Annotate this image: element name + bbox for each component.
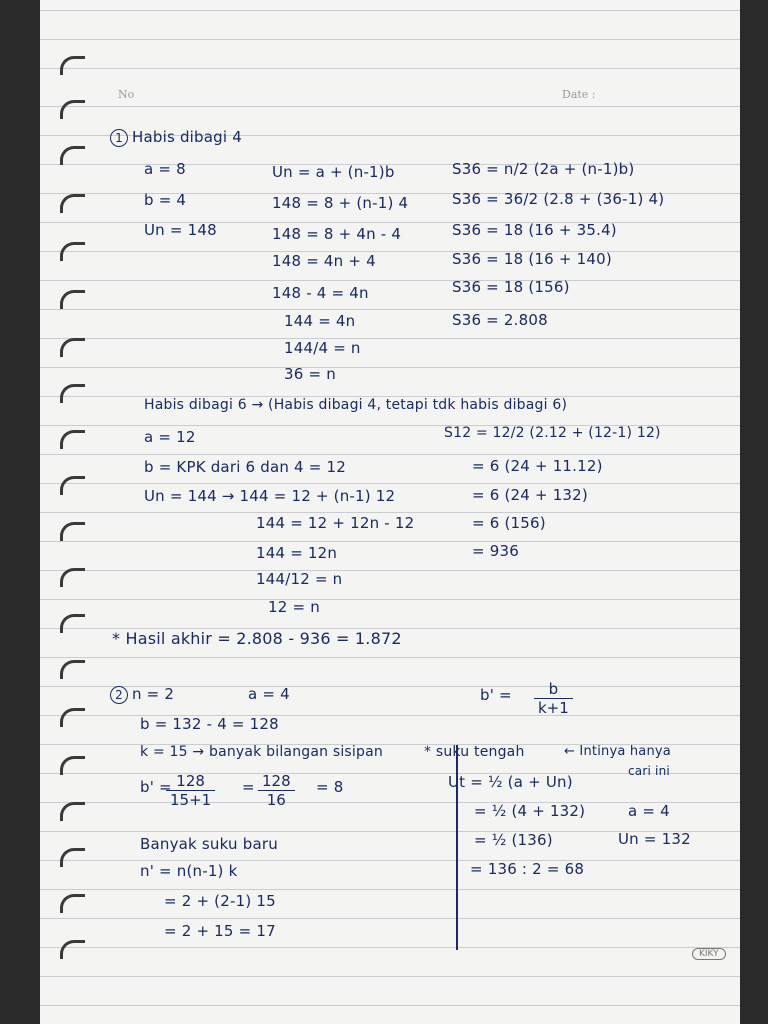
note-cari-ini: cari ini bbox=[628, 764, 670, 778]
binding-ring bbox=[60, 614, 85, 633]
binding-ring bbox=[60, 56, 85, 75]
ut-step: = ½ (136) bbox=[474, 831, 553, 849]
notebook-page bbox=[40, 0, 740, 1024]
brand-logo: KIKY bbox=[692, 948, 726, 960]
section-1-title-text: Habis dibagi 4 bbox=[132, 128, 242, 146]
given-a: a = 4 bbox=[248, 685, 290, 703]
binding-ring bbox=[60, 756, 85, 775]
un-step: 12 = n bbox=[268, 598, 320, 616]
un-step: Un = a + (n-1)b bbox=[272, 163, 395, 181]
binding-ring bbox=[60, 568, 85, 587]
un-step: 148 = 8 + (n-1) 4 bbox=[272, 194, 409, 212]
un-step: 144 = 12 + 12n - 12 bbox=[256, 514, 415, 532]
bprime-fraction-simplified bbox=[258, 772, 295, 809]
ut-step: = ½ (4 + 132) bbox=[474, 802, 586, 820]
sn-step: S36 = 18 (16 + 35.4) bbox=[452, 221, 617, 239]
binding-ring bbox=[60, 802, 85, 821]
header-no-label: No bbox=[118, 88, 135, 101]
binding-ring bbox=[60, 384, 85, 403]
given-a: a = 8 bbox=[144, 160, 186, 178]
sn-step: = 936 bbox=[472, 542, 519, 560]
given-k: k = 15 → banyak bilangan sisipan bbox=[140, 744, 383, 760]
binding-ring bbox=[60, 146, 85, 165]
binding-ring bbox=[60, 100, 85, 119]
given-b: b = 4 bbox=[144, 191, 187, 209]
numerator: b bbox=[534, 680, 573, 699]
banyak-suku-label: Banyak suku baru bbox=[140, 835, 278, 853]
ut-step: = 136 : 2 = 68 bbox=[470, 860, 585, 878]
formula-fraction bbox=[534, 680, 573, 717]
formula-lhs: b' = bbox=[480, 686, 512, 704]
binding-ring bbox=[60, 476, 85, 495]
un-step: 148 - 4 = 4n bbox=[272, 284, 369, 302]
nprime-step: = 2 + (2-1) 15 bbox=[164, 892, 276, 910]
un-step: 148 = 8 + 4n - 4 bbox=[272, 225, 402, 243]
bprime-fraction bbox=[166, 772, 215, 809]
sn-step: = 6 (24 + 11.12) bbox=[472, 457, 603, 475]
nprime-step: n' = n(n-1) k bbox=[140, 862, 238, 880]
binding-ring bbox=[60, 708, 85, 727]
header-date-label: Date : bbox=[562, 88, 596, 101]
given-a: a = 12 bbox=[144, 428, 196, 446]
sn-step: S12 = 12/2 (2.12 + (12-1) 12) bbox=[444, 425, 661, 441]
un-step: 144 = 12n bbox=[256, 544, 338, 562]
binding-ring bbox=[60, 194, 85, 213]
binding-ring bbox=[60, 940, 85, 959]
final-result: * Hasil akhir = 2.808 - 936 = 1.872 bbox=[112, 629, 402, 648]
side-given-un: Un = 132 bbox=[618, 830, 691, 848]
bprime-result: = 8 bbox=[316, 778, 344, 796]
sn-step: S36 = 2.808 bbox=[452, 311, 548, 329]
nprime-step: = 2 + 15 = 17 bbox=[164, 922, 276, 940]
given-b: b = KPK dari 6 dan 4 = 12 bbox=[144, 458, 346, 476]
binding-ring bbox=[60, 894, 85, 913]
ut-step: Ut = ½ (a + Un) bbox=[448, 773, 573, 791]
given-un: Un = 148 bbox=[144, 221, 217, 239]
denominator: 16 bbox=[266, 791, 286, 809]
given-b: b = 132 - 4 = 128 bbox=[140, 715, 279, 733]
sn-step: S36 = 36/2 (2.8 + (36-1) 4) bbox=[452, 190, 665, 208]
problem-number: 2 bbox=[110, 686, 128, 704]
sn-step: = 6 (24 + 132) bbox=[472, 486, 588, 504]
binding-ring bbox=[60, 242, 85, 261]
problem-2-header bbox=[110, 685, 174, 704]
denominator: k+1 bbox=[538, 699, 569, 717]
note-intinya: ← Intinya hanya bbox=[564, 744, 671, 759]
side-given-a: a = 4 bbox=[628, 802, 670, 820]
binding-ring bbox=[60, 430, 85, 449]
binding-ring bbox=[60, 660, 85, 679]
section-1-title bbox=[110, 128, 242, 147]
sn-step: S36 = n/2 (2a + (n-1)b) bbox=[452, 160, 635, 178]
bprime-lhs: b' = bbox=[140, 778, 172, 796]
numerator: 128 bbox=[166, 772, 215, 791]
binding-ring bbox=[60, 848, 85, 867]
suku-tengah-label: * suku tengah bbox=[424, 744, 525, 760]
denominator: 15+1 bbox=[170, 791, 212, 809]
un-step: 36 = n bbox=[284, 365, 336, 383]
un-step: 144/12 = n bbox=[256, 570, 343, 588]
sn-step: S36 = 18 (16 + 140) bbox=[452, 250, 612, 268]
numerator: 128 bbox=[258, 772, 295, 791]
un-step: 144/4 = n bbox=[284, 339, 361, 357]
un-step: 144 = 4n bbox=[284, 312, 356, 330]
given-un: Un = 144 → 144 = 12 + (n-1) 12 bbox=[144, 487, 396, 505]
section-2-title: Habis dibagi 6 → (Habis dibagi 4, tetapi tdk habis dibagi 6) bbox=[144, 397, 568, 413]
equals-sign: = bbox=[242, 778, 255, 796]
problem-number: 1 bbox=[110, 129, 128, 147]
un-step: 148 = 4n + 4 bbox=[272, 252, 376, 270]
sn-step: = 6 (156) bbox=[472, 514, 546, 532]
given-n: n = 2 bbox=[132, 685, 175, 703]
binding-ring bbox=[60, 522, 85, 541]
binding-ring bbox=[60, 338, 85, 357]
binding-ring bbox=[60, 290, 85, 309]
sn-step: S36 = 18 (156) bbox=[452, 278, 570, 296]
